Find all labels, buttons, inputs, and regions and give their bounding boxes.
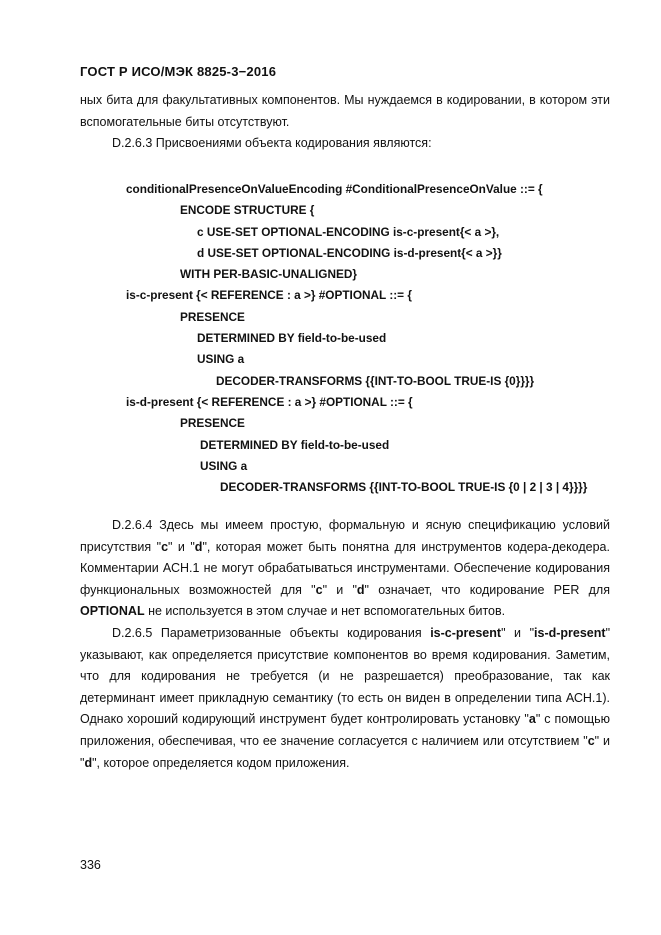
paragraph-d265: D.2.6.5 Параметризованные объекты кодирования is-c-present" и "is-d-present" указывают, как определяется присутствие компонентов во время кодирования. Заметим, что для кодирования не требуется (и не разрешается) преобразование, так как детерминант имеет прикладную семантику (то есть он виден в определении типа АСН.1). Однако хороший кодирующий инструмент будет контролировать установку "a" с помощью приложения, обеспечивая, что ее значение согласуется с наличием или отсутствием "c" и "d", которое определяется кодом приложения. xyxy=(80,625,611,770)
code-line: d USE-SET OPTIONAL-ENCODING is-d-present{< a >}} xyxy=(197,245,502,260)
asn1-code-block xyxy=(80,179,620,498)
code-line: PRESENCE xyxy=(180,309,245,324)
bottom-text xyxy=(80,515,610,774)
code-line: DECODER-TRANSFORMS {{INT-TO-BOOL TRUE-IS {0 | 2 | 3 | 4}}}} xyxy=(220,480,588,495)
code-line: ENCODE STRUCTURE { xyxy=(180,203,315,218)
top-text xyxy=(80,90,610,155)
code-line: is-c-present {< REFERENCE : a >} #OPTIONAL ::= { xyxy=(126,288,412,303)
code-line: USING a xyxy=(200,458,248,473)
code-line: c USE-SET OPTIONAL-ENCODING is-c-present{< a >}, xyxy=(197,224,500,239)
paragraph-continuation: ных бита для факультативных компонентов. Мы нуждаемся в кодировании, в котором эти вспомогательные биты отсутствуют. xyxy=(80,93,610,129)
paragraph-d263: D.2.6.3 Присвоениями объекта кодирования являются: xyxy=(112,136,432,151)
code-line: DETERMINED BY field-to-be-used xyxy=(197,331,387,346)
paragraph-d264: D.2.6.4 Здесь мы имеем простую, формальную и ясную спецификацию условий присутствия "c" и "d", которая может быть понятна для инструментов кодера-декодера. Комментарии АСН.1 не могут обрабатываться инструментами. Обеспечение кодирования функциональных возможностей для "c" и "d" означает, что кодирование PER для OPTIONAL не используется в этом случае и нет вспомогательных битов. xyxy=(80,518,610,619)
code-line: DETERMINED BY field-to-be-used xyxy=(200,437,390,452)
code-line: WITH PER-BASIC-UNALIGNED} xyxy=(180,267,357,282)
code-line: USING a xyxy=(197,352,245,367)
standard-header: ГОСТ Р ИСО/МЭК 8825-3−2016 xyxy=(80,64,277,79)
code-line: conditionalPresenceOnValueEncoding #ConditionalPresenceOnValue ::= { xyxy=(126,182,543,196)
code-line: PRESENCE xyxy=(180,416,245,431)
page-number: 336 xyxy=(80,858,101,872)
code-line: DECODER-TRANSFORMS {{INT-TO-BOOL TRUE-IS {0}}}} xyxy=(216,373,535,388)
code-line: is-d-present {< REFERENCE : a >} #OPTIONAL ::= { xyxy=(126,394,413,409)
